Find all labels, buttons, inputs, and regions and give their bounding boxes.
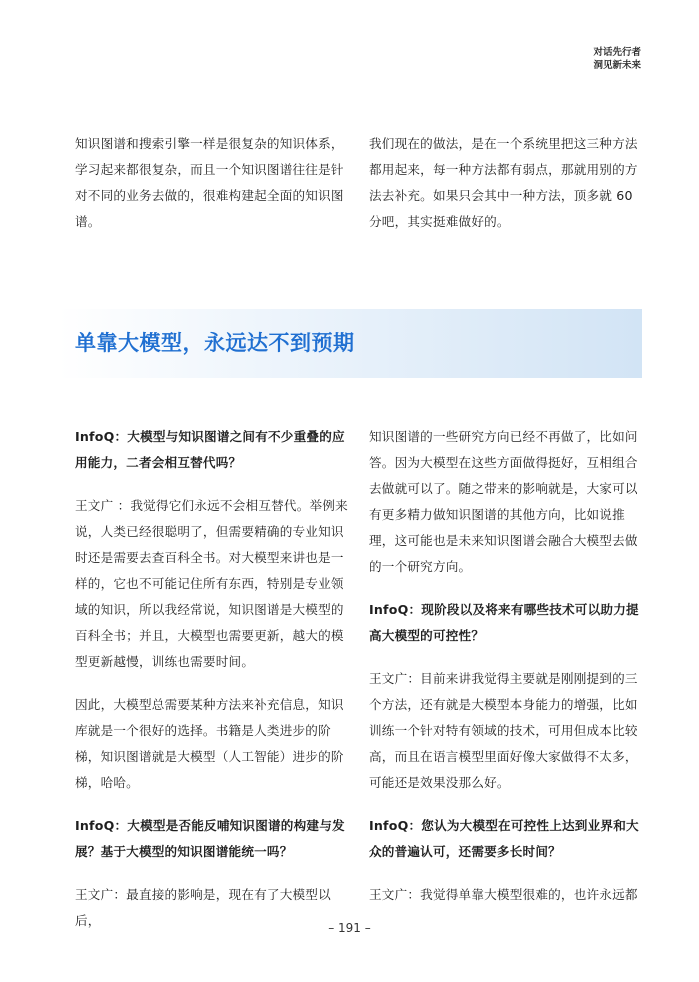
answer-paragraph: 王文广 ：我觉得它们永远不会相互替代。举例来说，人类已经很聪明了，但需要精确的专业知识时还是需要去查百科全书。对大模型来讲也是一样的，它也不可能记住所有东西，特别是专业领域的知识，所以我经常说，知识图谱是大模型的百科全书；并且，大模型也需要更新，越大的模型更新越慢，训练也需要时间。: [75, 498, 348, 669]
question-paragraph: InfoQ：现阶段以及将来有哪些技术可以助力提高大模型的可控性？: [369, 602, 639, 643]
answer-paragraph: 王文广：目前来讲我觉得主要就是刚刚提到的三个方法，还有就是大模型本身能力的增强，比如训练一个针对特有领域的技术，可用但成本比较高，而且在语言模型里面好像大家做得不太多，可能还是效果没那么好。: [369, 671, 638, 790]
top-right-column: [369, 131, 645, 252]
left-column: [75, 424, 351, 951]
answer-paragraph: 知识图谱的一些研究方向已经不再做了，比如问答。因为大模型在这些方面做得挺好，互相组合去做就可以了。随之带来的影响就是，大家可以有更多精力做知识图谱的其他方向，比如说推理，这可能也是未来知识图谱会融合大模型去做的一个研究方向。: [369, 429, 638, 574]
section-heading-band: [58, 309, 642, 378]
header-line-1: 对话先行者: [593, 47, 641, 58]
header-line-2: 洞见新未来: [593, 60, 641, 71]
question-paragraph: InfoQ：大模型是否能反哺知识图谱的构建与发展？基于大模型的知识图谱能统一吗？: [75, 818, 345, 859]
page-number: – 191 –: [328, 921, 371, 935]
page-header: [593, 46, 641, 72]
answer-paragraph: 因此，大模型总需要某种方法来补充信息，知识库就是一个很好的选择。书籍是人类进步的阶梯，知识图谱就是大模型（人工智能）进步的阶梯，哈哈。: [75, 697, 344, 790]
question-paragraph: InfoQ：您认为大模型在可控性上达到业界和大众的普遍认可，还需要多长时间？: [369, 818, 639, 859]
top-left-column: [75, 131, 351, 252]
question-paragraph: InfoQ：大模型与知识图谱之间有不少重叠的应用能力，二者会相互替代吗？: [75, 429, 345, 470]
answer-paragraph: 王文广：最直接的影响是，现在有了大模型以后，: [75, 887, 331, 928]
paragraph: 知识图谱和搜索引擎一样是很复杂的知识体系，学习起来都很复杂，而且一个知识图谱往往是针对不同的业务去做的，很难构建起全面的知识图谱。: [75, 136, 344, 229]
section-title: 单靠大模型，永远达不到预期: [75, 331, 355, 355]
right-column: [369, 424, 645, 925]
answer-paragraph: 王文广：我觉得单靠大模型很难的，也许永远都: [369, 887, 638, 902]
paragraph: 我们现在的做法，是在一个系统里把这三种方法都用起来，每一种方法都有弱点，那就用别的方法去补充。如果只会其中一种方法，顶多就 60 分吧，其实挺难做好的。: [369, 136, 638, 229]
